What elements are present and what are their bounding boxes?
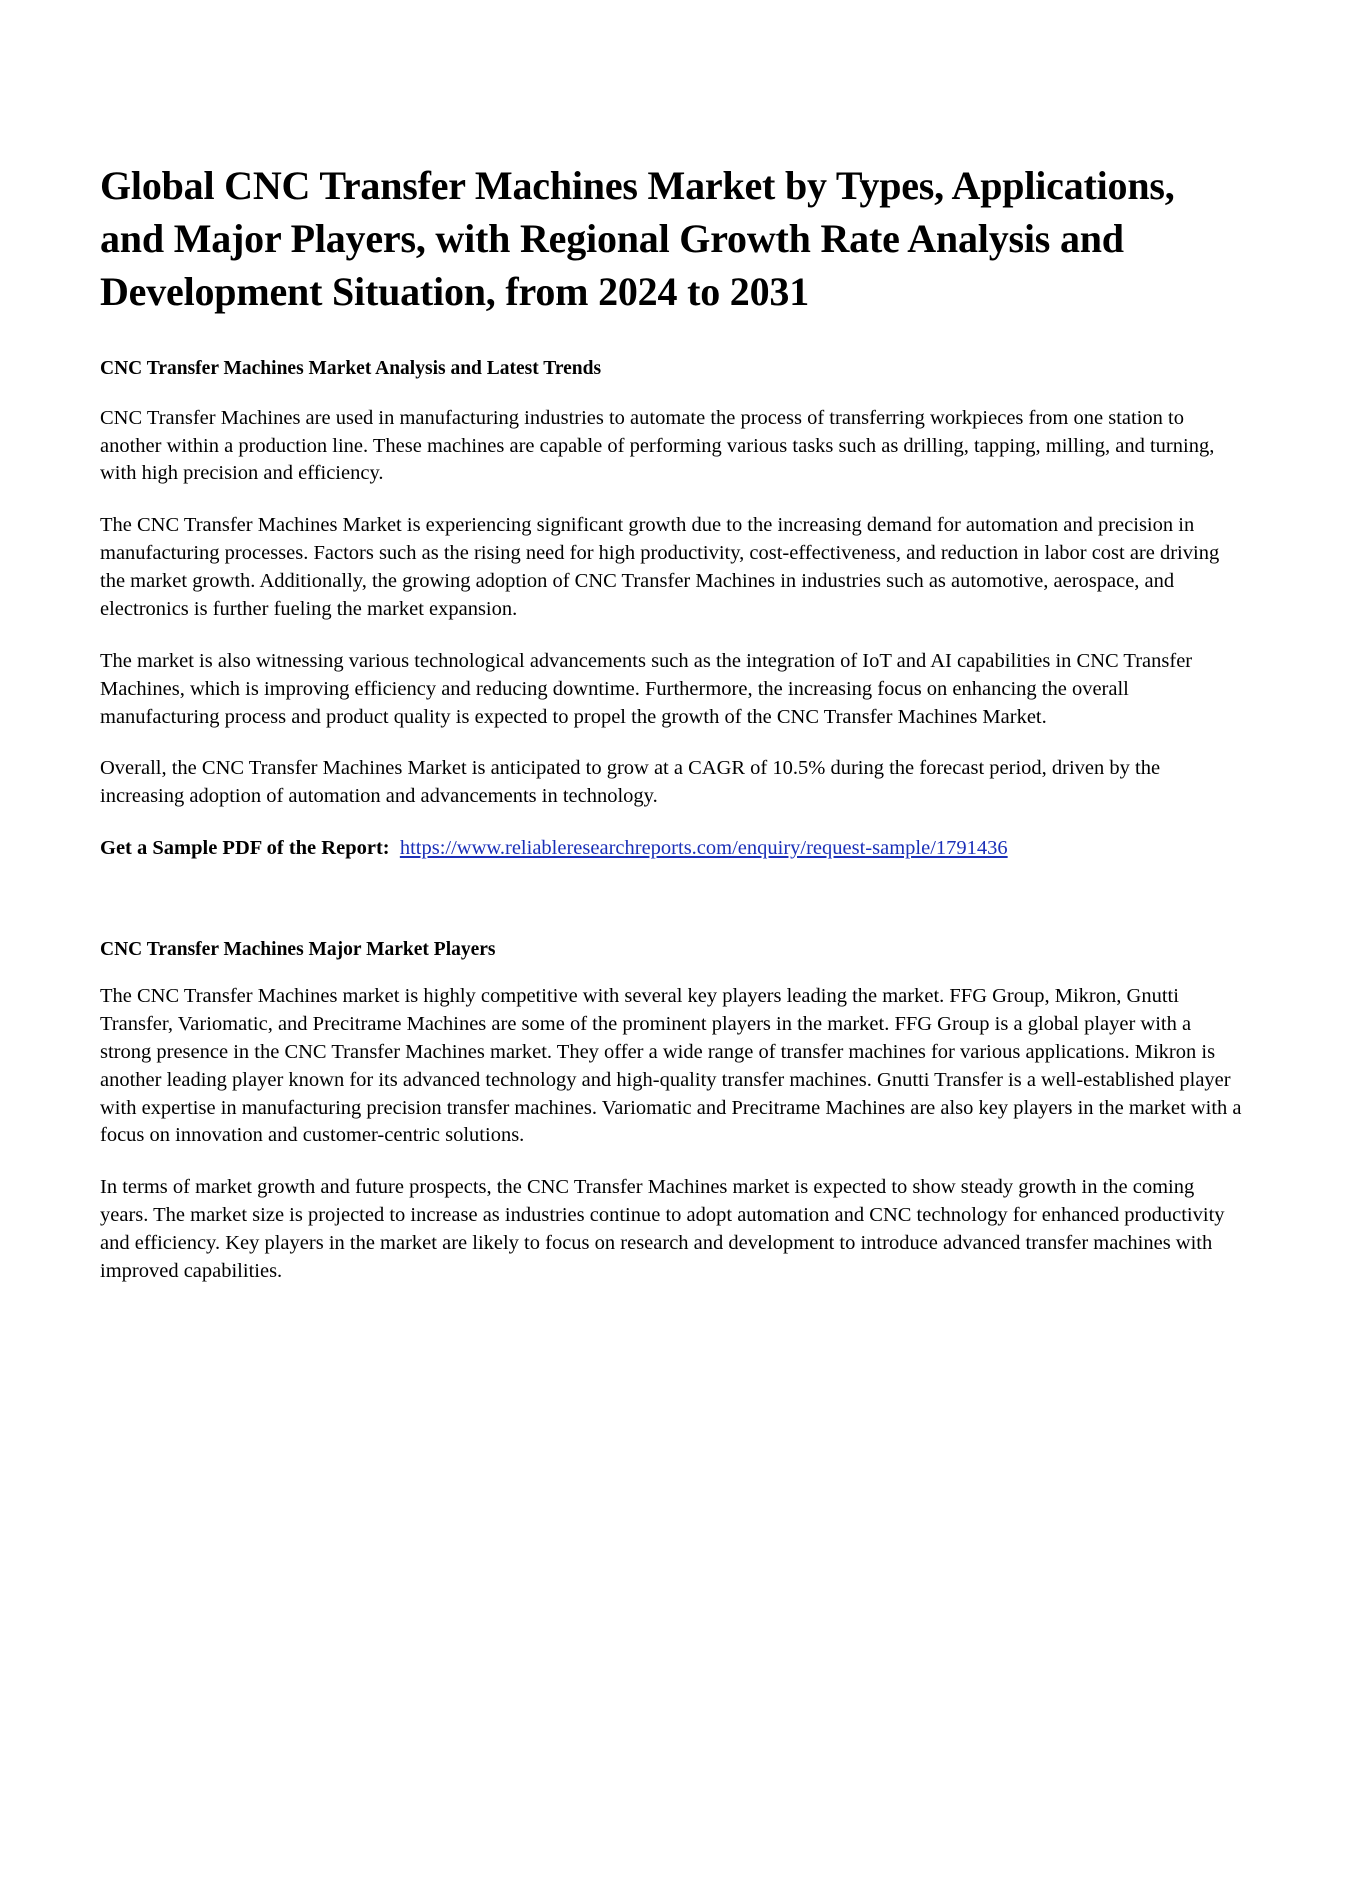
sample-pdf-label: Get a Sample PDF of the Report: bbox=[100, 837, 390, 860]
sample-pdf-link[interactable]: https://www.reliableresearchreports.com/enquiry/request-sample/1791436 bbox=[399, 837, 1008, 860]
paragraph-market-growth: The CNC Transfer Machines Market is experiencing significant growth due to the increasing demand for automation and precision in manufacturing processes. Factors such as the rising need for high productivity, cost-effectiveness, and reduction in labor cost are driving the market growth. Additionally, the growing adoption of CNC Transfer Machines in industries such as automotive, aerospace, and electronics is further fueling the market expansion. bbox=[100, 514, 1220, 620]
section-heading-players: CNC Transfer Machines Major Market Players bbox=[100, 939, 496, 961]
paragraph-key-players: The CNC Transfer Machines market is highly competitive with several key players leading the market. FFG Group, Mikron, Gnutti Transfer, Variomatic, and Precitrame Machines are some of the prominent players in the market. FFG Group is a global player with a strong presence in the CNC Transfer Machines market. They offer a wide range of transfer machines for various applications. Mikron is another leading player known for its advanced technology and high-quality transfer machines. Gnutti Transfer is a well-established player with expertise in manufacturing precision transfer machines. Variomatic and Precitrame Machines are also key players in the market with a focus on innovation and customer-centric solutions. bbox=[100, 985, 1242, 1147]
paragraph-technology-trends: The market is also witnessing various technological advancements such as the integration of IoT and AI capabilities in CNC Transfer Machines, which is improving efficiency and reducing downtime. Furthermore, the increasing focus on enhancing the overall manufacturing process and product quality is expected to propel the growth of the CNC Transfer Machines Market. bbox=[100, 649, 1193, 728]
sample-pdf-line bbox=[100, 835, 1245, 863]
paragraph-cagr-summary: Overall, the CNC Transfer Machines Market is anticipated to grow at a CAGR of 10.5% during the forecast period, driven by the increasing adoption of automation and advancements in technology. bbox=[100, 757, 1161, 808]
section-spacer bbox=[100, 887, 1245, 939]
paragraph-future-prospects: In terms of market growth and future prospects, the CNC Transfer Machines market is expected to show steady growth in the coming years. The market size is projected to increase as industries continue to adopt automation and CNC technology for enhanced productivity and efficiency. Key players in the market are likely to focus on research and development to introduce advanced transfer machines with improved capabilities. bbox=[100, 1176, 1225, 1282]
page-title: Global CNC Transfer Machines Market by Types, Applications, and Major Players, with Regional Growth Rate Analysis and Development Situation, from 2024 to 2031 bbox=[100, 163, 1175, 314]
section-heading-analysis: CNC Transfer Machines Market Analysis and Latest Trends bbox=[100, 358, 602, 380]
paragraph-definition: CNC Transfer Machines are used in manufacturing industries to automate the process of transferring workpieces from one station to another within a production line. These machines are capable of performing various tasks such as drilling, tapping, milling, and turning, with high precision and efficiency. bbox=[100, 406, 1215, 485]
